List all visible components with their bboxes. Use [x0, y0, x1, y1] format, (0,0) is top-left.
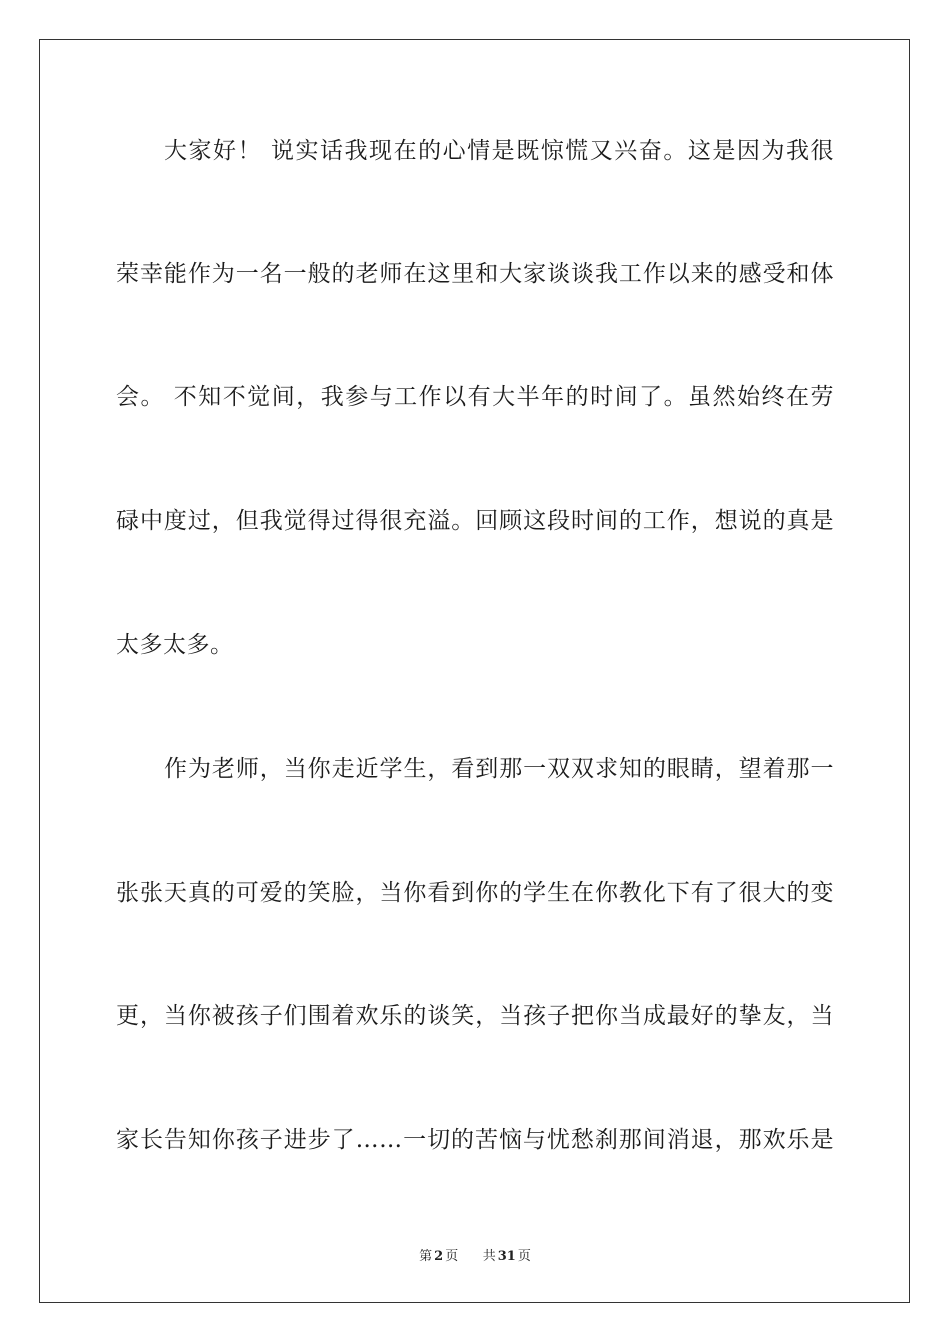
page-prefix: 第 [419, 1249, 433, 1264]
paragraph-2-line-2: 张张天真的可爱的笑脸，当你看到你的学生在你教化下有了很大的变 [116, 880, 834, 906]
paragraph-1-line-5: 太多太多。 [116, 632, 234, 658]
total-suffix: 页 [517, 1249, 531, 1264]
page-footer [0, 1245, 950, 1264]
paragraph-1-line-2: 荣幸能作为一名一般的老师在这里和大家谈谈我工作以来的感受和体 [116, 261, 834, 287]
total-prefix: 共 [482, 1249, 496, 1264]
total-indicator [481, 1249, 533, 1264]
paragraph-1-line-3: 会。 不知不觉间，我参与工作以有大半年的时间了。虽然始终在劳 [116, 384, 834, 410]
page-suffix: 页 [445, 1249, 459, 1264]
paragraph-2-line-4: 家长告知你孩子进步了……一切的苦恼与忧愁刹那间消退，那欢乐是 [116, 1127, 834, 1153]
paragraph-2-line-1: 作为老师，当你走近学生，看到那一双双求知的眼睛，望着那一 [164, 756, 834, 782]
page-number: 2 [434, 1249, 444, 1264]
paragraph-1-line-4: 碌中度过，但我觉得过得很充溢。回顾这段时间的工作，想说的真是 [116, 508, 834, 534]
paragraph-2-line-3: 更，当你被孩子们围着欢乐的谈笑，当孩子把你当成最好的挚友，当 [116, 1003, 834, 1029]
page-indicator [417, 1249, 460, 1264]
page-border [39, 39, 910, 1303]
total-number: 31 [497, 1249, 516, 1264]
paragraph-1-line-1: 大家好！ 说实话我现在的心情是既惊慌又兴奋。这是因为我很 [164, 138, 834, 164]
